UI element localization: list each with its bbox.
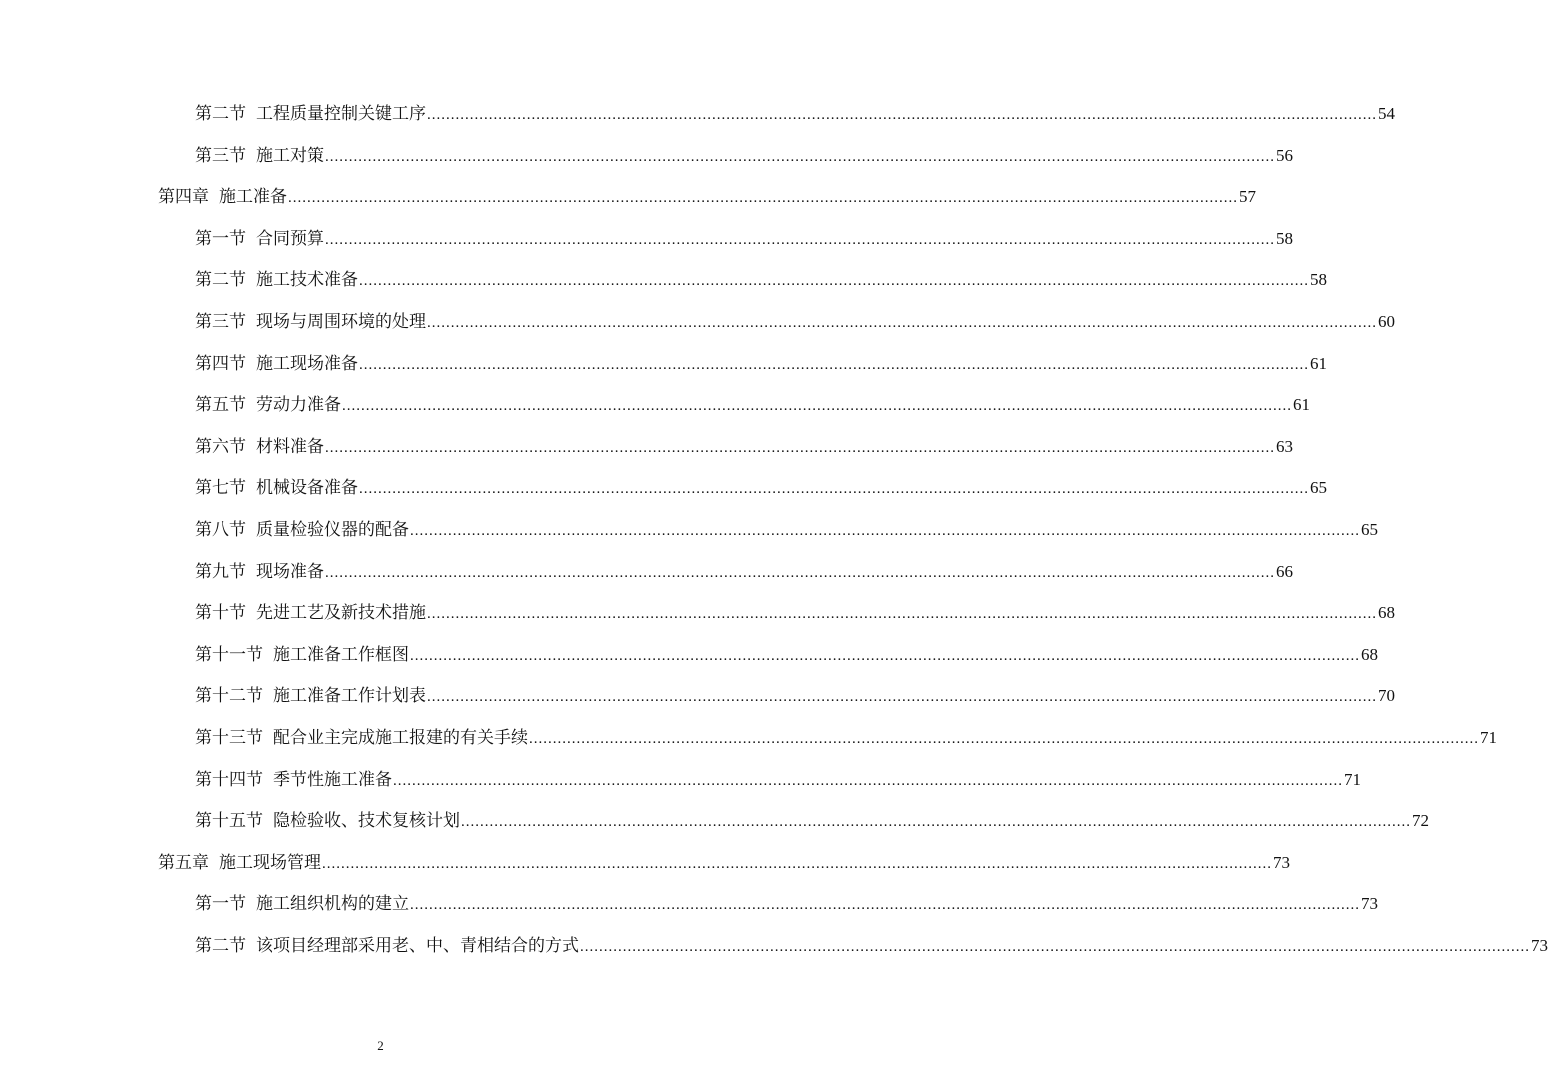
toc-entry-title: 合同预算 (256, 228, 324, 249)
toc-entry-section[interactable] (195, 340, 1327, 376)
toc-leader-dots: ........................................................................................................................................................................................................ (427, 107, 1377, 123)
toc-entry-title: 施工准备工作框图 (273, 644, 409, 665)
toc-entry-page-number: 68 (1361, 644, 1378, 664)
toc-entry-page-number: 73 (1361, 894, 1378, 914)
toc-entry-page-number: 65 (1310, 478, 1327, 498)
toc-entry-number: 第十五节 (195, 811, 263, 832)
toc-leader-dots: ........................................................................................................................................................................................................ (342, 398, 1292, 415)
toc-leader-dots: ........................................................................................................................................................................................................ (580, 939, 1530, 955)
toc-entry-section[interactable] (195, 423, 1293, 459)
toc-entry-section[interactable] (195, 756, 1361, 792)
toc-entry-section[interactable] (195, 464, 1327, 500)
toc-entry-number: 第二节 (195, 104, 246, 124)
toc-leader-dots: ........................................................................................................................................................................................................ (427, 606, 1377, 623)
toc-entry-section[interactable] (195, 714, 1497, 750)
toc-entry-number: 第四节 (195, 353, 246, 374)
toc-leader-dots: ........................................................................................................................................................................................................ (410, 647, 1360, 664)
toc-entry-number: 第三节 (195, 145, 246, 166)
toc-entry-title: 施工组织机构的建立 (256, 894, 409, 915)
toc-entry-section[interactable] (195, 631, 1378, 667)
toc-entry-title: 季节性施工准备 (273, 769, 392, 790)
toc-entry-section[interactable] (195, 256, 1327, 292)
toc-entry-number: 第九节 (195, 561, 246, 582)
toc-entry-section[interactable] (195, 381, 1310, 417)
toc-entry-page-number: 61 (1310, 353, 1327, 373)
toc-entry-page-number: 71 (1344, 769, 1361, 789)
toc-entry-number: 第四章 (158, 187, 209, 208)
toc-leader-dots: ........................................................................................................................................................................................................ (393, 772, 1343, 789)
toc-entry-page-number: 70 (1378, 686, 1395, 706)
toc-entry-title: 施工准备工作计划表 (273, 686, 426, 707)
toc-leader-dots: ........................................................................................................................................................................................................ (325, 564, 1275, 581)
toc-entry-section[interactable] (195, 298, 1395, 334)
toc-entry-title: 配合业主完成施工报建的有关手续 (273, 728, 528, 748)
toc-entry-number: 第十节 (195, 603, 246, 624)
toc-entry-page-number: 56 (1276, 145, 1293, 165)
toc-entry-title: 材料准备 (256, 436, 324, 457)
toc-entry-page-number: 68 (1378, 603, 1395, 623)
toc-entry-section[interactable] (195, 132, 1293, 168)
toc-leader-dots: ........................................................................................................................................................................................................ (529, 731, 1479, 747)
toc-leader-dots: ........................................................................................................................................................................................................ (427, 315, 1377, 331)
toc-entry-section[interactable] (195, 672, 1395, 708)
toc-entry-page-number: 57 (1239, 187, 1256, 207)
toc-entry-title: 施工准备 (219, 187, 287, 208)
toc-entry-section[interactable] (195, 90, 1395, 126)
toc-entry-number: 第一节 (195, 894, 246, 915)
toc-entry-title: 施工对策 (256, 145, 324, 166)
toc-entry-section[interactable] (195, 548, 1293, 584)
toc-entry-section[interactable] (195, 797, 1429, 833)
toc-entry-chapter[interactable] (158, 839, 1290, 875)
toc-entry-page-number: 54 (1378, 104, 1395, 123)
toc-entry-page-number: 73 (1531, 936, 1548, 955)
toc-entry-page-number: 60 (1378, 312, 1395, 331)
toc-entry-page-number: 73 (1273, 852, 1290, 872)
toc-leader-dots: ........................................................................................................................................................................................................ (359, 273, 1309, 290)
page-footer-number: 2 (377, 1038, 384, 1053)
toc-leader-dots: ........................................................................................................................................................................................................ (427, 689, 1377, 706)
toc-entry-title: 工程质量控制关键工序 (256, 104, 426, 124)
toc-entry-number: 第八节 (195, 520, 246, 540)
toc-entry-number: 第十四节 (195, 769, 263, 790)
toc-leader-dots: ........................................................................................................................................................................................................ (325, 231, 1275, 248)
toc-entry-number: 第十一节 (195, 644, 263, 665)
toc-entry-title: 现场准备 (256, 561, 324, 582)
toc-leader-dots: ........................................................................................................................................................................................................ (288, 190, 1238, 207)
toc-leader-dots: ........................................................................................................................................................................................................ (325, 148, 1275, 165)
toc-entry-title: 施工现场管理 (219, 852, 321, 873)
toc-entry-number: 第六节 (195, 436, 246, 457)
toc-entry-page-number: 58 (1310, 270, 1327, 290)
toc-entry-title: 质量检验仪器的配备 (256, 520, 409, 540)
toc-entry-number: 第二节 (195, 270, 246, 291)
toc-entry-section[interactable] (195, 880, 1378, 916)
toc-entry-title: 机械设备准备 (256, 478, 358, 499)
toc-leader-dots: ........................................................................................................................................................................................................ (322, 855, 1272, 872)
toc-leader-dots: ........................................................................................................................................................................................................ (325, 439, 1275, 456)
toc-entry-number: 第一节 (195, 228, 246, 249)
toc-leader-dots: ........................................................................................................................................................................................................ (461, 814, 1411, 831)
toc-entry-title: 施工现场准备 (256, 353, 358, 374)
toc-entry-section[interactable] (195, 922, 1548, 958)
toc-entry-title: 施工技术准备 (256, 270, 358, 291)
toc-leader-dots: ........................................................................................................................................................................................................ (410, 523, 1360, 539)
toc-entry-page-number: 72 (1412, 811, 1429, 831)
toc-leader-dots: ........................................................................................................................................................................................................ (359, 356, 1309, 373)
toc-entry-page-number: 61 (1293, 395, 1310, 415)
toc-entry-number: 第五章 (158, 852, 209, 873)
toc-entry-title: 现场与周围环境的处理 (256, 312, 426, 332)
toc-entry-title: 隐检验收、技术复核计划 (273, 811, 460, 832)
toc-entry-number: 第七节 (195, 478, 246, 499)
toc-entry-section[interactable] (195, 215, 1293, 251)
toc-entry-page-number: 65 (1361, 520, 1378, 539)
toc-leader-dots: ........................................................................................................................................................................................................ (410, 897, 1360, 914)
toc-entry-page-number: 58 (1276, 228, 1293, 248)
toc-leader-dots: ........................................................................................................................................................................................................ (359, 481, 1309, 498)
toc-entry-number: 第十三节 (195, 728, 263, 748)
toc-entry-number: 第二节 (195, 936, 246, 956)
toc-entry-title: 该项目经理部采用老、中、青相结合的方式 (256, 936, 579, 956)
toc-entry-chapter[interactable] (158, 173, 1256, 209)
toc-entry-number: 第五节 (195, 395, 246, 416)
toc-entry-number: 第三节 (195, 312, 246, 332)
toc-entry-section[interactable] (195, 589, 1395, 625)
toc-entry-page-number: 71 (1480, 728, 1497, 747)
toc-entry-page-number: 66 (1276, 561, 1293, 581)
toc-entry-section[interactable] (195, 506, 1378, 542)
toc-entry-title: 劳动力准备 (256, 395, 341, 416)
toc-entry-number: 第十二节 (195, 686, 263, 707)
toc-entry-page-number: 63 (1276, 436, 1293, 456)
toc-entry-title: 先进工艺及新技术措施 (256, 603, 426, 624)
